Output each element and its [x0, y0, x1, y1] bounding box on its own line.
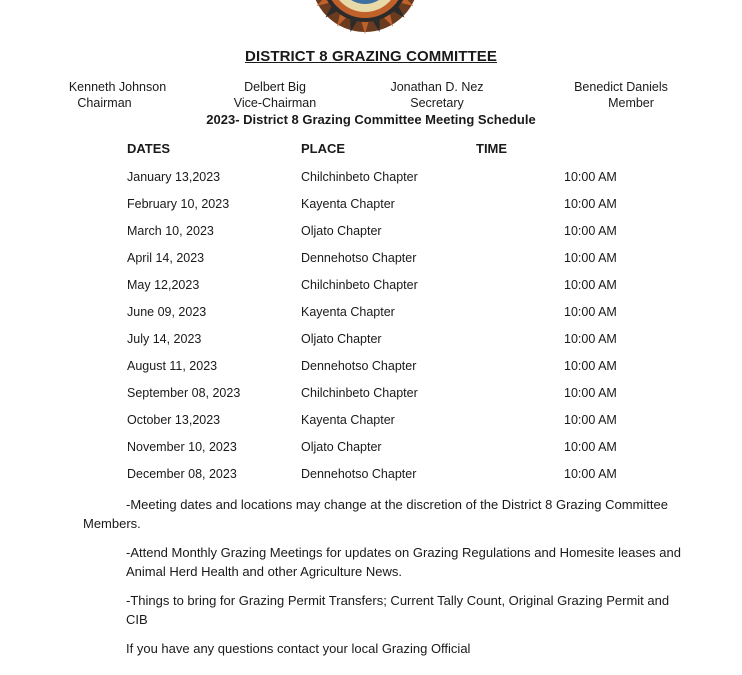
- table-row: [0, 467, 742, 487]
- time-cell: 10:00 AM: [564, 386, 617, 400]
- date-cell: August 11, 2023: [127, 359, 218, 373]
- table-row: [0, 386, 742, 406]
- note-permit-transfers: -Things to bring for Grazing Permit Transfers; Current Tally Count, Original Grazing Permit and: [126, 593, 670, 608]
- officer-role: Secretary: [410, 96, 464, 110]
- date-cell: May 12,2023: [127, 278, 200, 292]
- officer-role: Vice-Chairman: [233, 96, 317, 110]
- table-row: [0, 332, 742, 352]
- date-cell: January 13,2023: [127, 170, 221, 184]
- navajo-nation-seal-icon: [306, 0, 424, 34]
- column-header-time: TIME: [476, 141, 508, 156]
- place-cell: Oljato Chapter: [301, 440, 382, 454]
- date-cell: March 10, 2023: [127, 224, 214, 238]
- date-cell: December 08, 2023: [127, 467, 237, 481]
- place-cell: Dennehotso Chapter: [301, 251, 417, 265]
- time-cell: 10:00 AM: [564, 197, 617, 211]
- date-cell: September 08, 2023: [127, 386, 241, 400]
- time-cell: 10:00 AM: [564, 224, 617, 238]
- schedule-title: 2023- District 8 Grazing Committee Meeting Schedule: [206, 112, 536, 127]
- table-row: [0, 197, 742, 217]
- note-attend-meetings-cont: Animal Herd Health and other Agriculture News.: [126, 564, 403, 579]
- place-cell: Kayenta Chapter: [301, 197, 395, 211]
- note-permit-transfers-cont: CIB: [126, 612, 148, 627]
- table-row: [0, 305, 742, 325]
- time-cell: 10:00 AM: [564, 467, 617, 481]
- date-cell: April 14, 2023: [127, 251, 205, 265]
- officer-member: [566, 79, 676, 111]
- date-cell: June 09, 2023: [127, 305, 207, 319]
- date-cell: July 14, 2023: [127, 332, 202, 346]
- time-cell: 10:00 AM: [564, 413, 617, 427]
- table-row: [0, 440, 742, 460]
- note-contact-official: If you have any questions contact your local Grazing Official: [126, 641, 471, 656]
- time-cell: 10:00 AM: [564, 305, 617, 319]
- table-row: [0, 359, 742, 379]
- date-cell: October 13,2023: [127, 413, 221, 427]
- officer-name: Delbert Big: [244, 80, 306, 94]
- column-header-place: PLACE: [301, 141, 346, 156]
- place-cell: Oljato Chapter: [301, 224, 382, 238]
- time-cell: 10:00 AM: [564, 332, 617, 346]
- time-cell: 10:00 AM: [564, 251, 617, 265]
- note-attend-meetings: -Attend Monthly Grazing Meetings for updates on Grazing Regulations and Homesite leases and: [126, 545, 681, 560]
- place-cell: Oljato Chapter: [301, 332, 382, 346]
- officer-vice-chairman: [225, 79, 325, 111]
- place-cell: Dennehotso Chapter: [301, 359, 417, 373]
- place-cell: Chilchinbeto Chapter: [301, 278, 418, 292]
- note-schedule-change-cont: Members.: [83, 516, 141, 531]
- time-cell: 10:00 AM: [564, 170, 617, 184]
- time-cell: 10:00 AM: [564, 359, 617, 373]
- table-row: [0, 278, 742, 298]
- place-cell: Dennehotso Chapter: [301, 467, 417, 481]
- date-cell: November 10, 2023: [127, 440, 237, 454]
- officer-name: Benedict Daniels: [574, 80, 668, 94]
- table-row: [0, 224, 742, 244]
- officer-name: Kenneth Johnson: [68, 80, 167, 94]
- time-cell: 10:00 AM: [564, 440, 617, 454]
- table-row: [0, 170, 742, 190]
- table-row: [0, 251, 742, 271]
- time-cell: 10:00 AM: [564, 278, 617, 292]
- officer-secretary: [382, 79, 492, 111]
- place-cell: Chilchinbeto Chapter: [301, 386, 418, 400]
- column-header-dates: DATES: [127, 141, 171, 156]
- document-title: DISTRICT 8 GRAZING COMMITTEE: [245, 48, 497, 65]
- officer-chairman: [60, 79, 175, 111]
- place-cell: Kayenta Chapter: [301, 305, 395, 319]
- officer-role: Chairman: [77, 96, 132, 110]
- table-row: [0, 413, 742, 433]
- place-cell: Kayenta Chapter: [301, 413, 395, 427]
- officer-role: Member: [608, 96, 654, 110]
- date-cell: February 10, 2023: [127, 197, 230, 211]
- note-schedule-change: -Meeting dates and locations may change at the discretion of the District 8 Grazing Committee: [126, 497, 668, 512]
- officer-name: Jonathan D. Nez: [390, 80, 484, 94]
- place-cell: Chilchinbeto Chapter: [301, 170, 418, 184]
